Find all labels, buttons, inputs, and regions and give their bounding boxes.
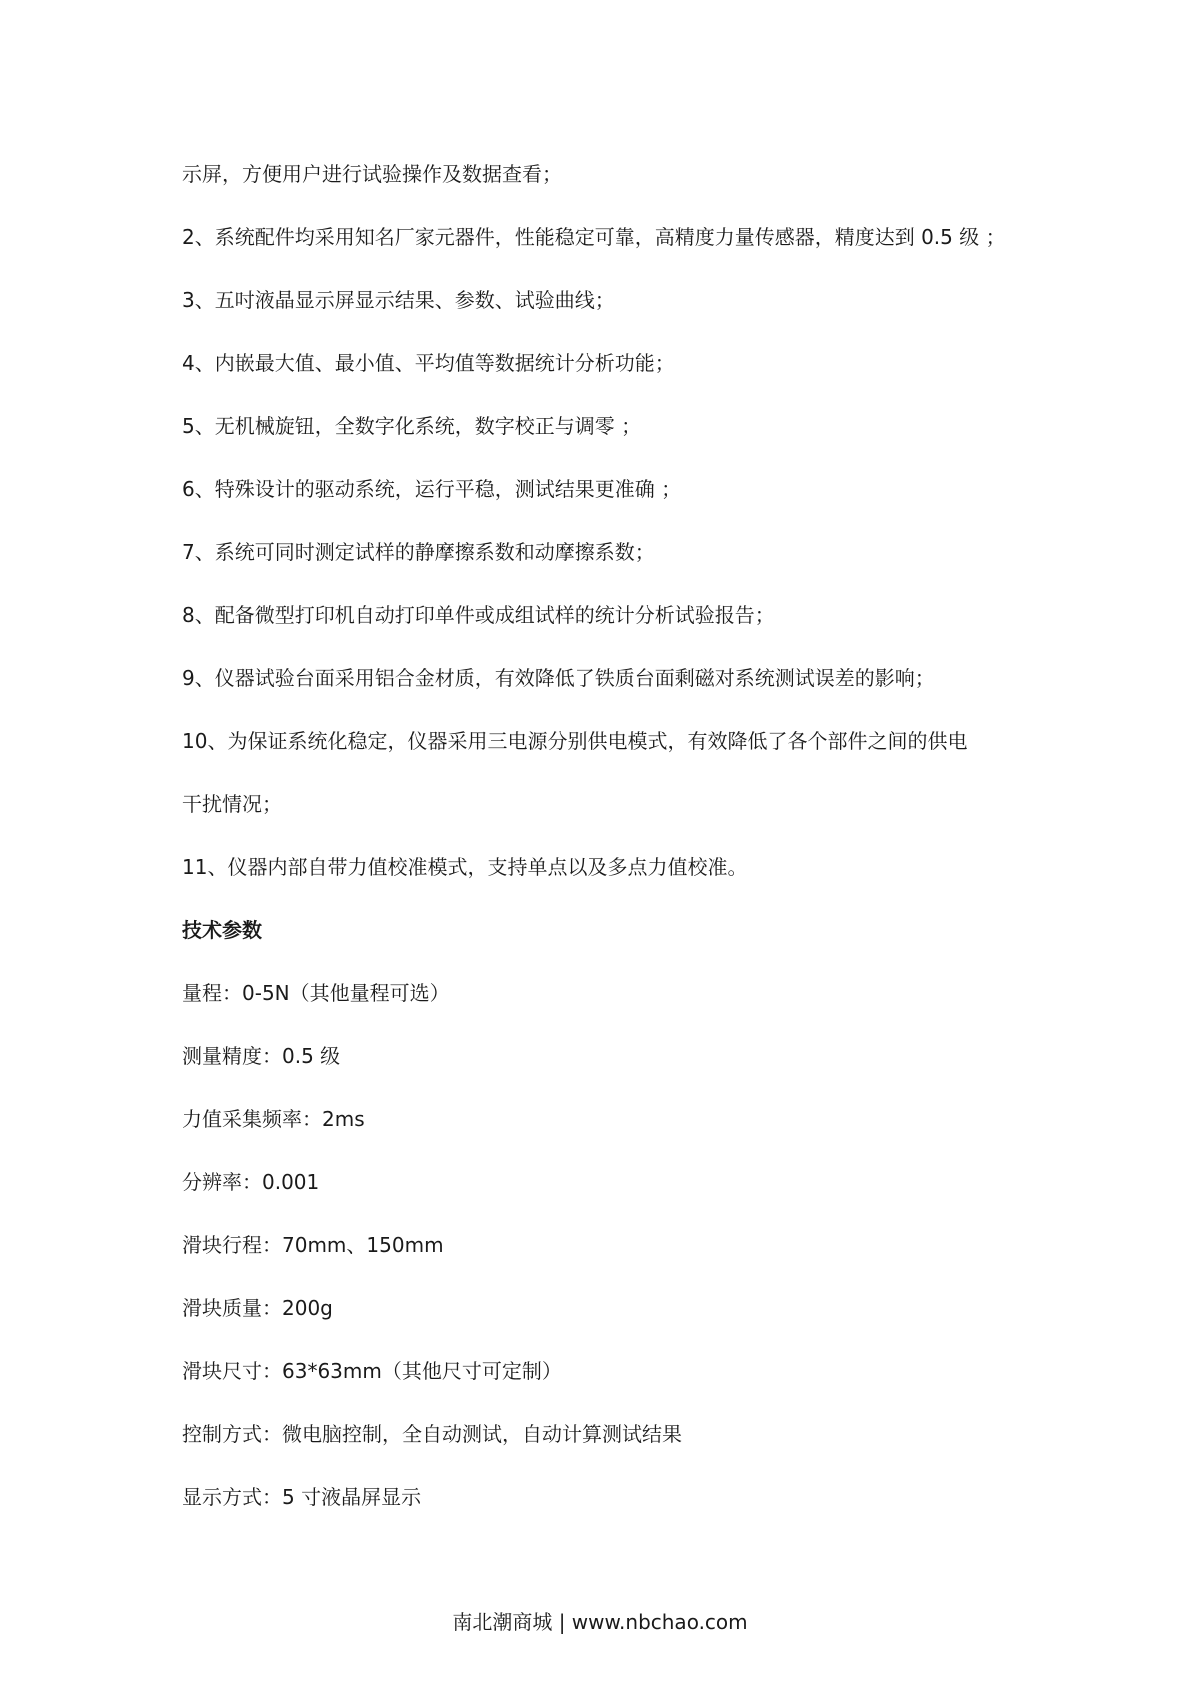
feature-line: 5、无机械旋钮，全数字化系统，数字校正与调零 ；: [182, 414, 642, 438]
feature-line: 3、五吋液晶显示屏显示结果、参数、试验曲线；: [182, 288, 615, 312]
feature-line: 10、为保证系统化稳定，仪器采用三电源分别供电模式，有效降低了各个部件之间的供电: [182, 729, 968, 753]
tech-param-line: 显示方式：5 寸液晶屏显示: [182, 1485, 422, 1509]
feature-line: 7、系统可同时测定试样的静摩擦系数和动摩擦系数；: [182, 540, 655, 564]
tech-param-line: 控制方式：微电脑控制，全自动测试，自动计算测试结果: [182, 1422, 682, 1446]
tech-param-line: 量程：0-5N（其他量程可选）: [182, 981, 450, 1005]
page-footer: 南北潮商城 | www.nbchao.com: [452, 1610, 748, 1634]
feature-line: 9、仪器试验台面采用铝合金材质，有效降低了铁质台面剩磁对系统测试误差的影响；: [182, 666, 935, 690]
feature-line: 6、特殊设计的驱动系统，运行平稳，测试结果更准确 ；: [182, 477, 682, 501]
feature-line: 2、系统配件均采用知名厂家元器件，性能稳定可靠，高精度力量传感器，精度达到 0.5 级 ；: [182, 225, 1006, 249]
document-body: [182, 160, 1042, 1546]
tech-params-heading: 技术参数: [182, 918, 262, 942]
tech-param-line: 力值采集频率：2ms: [182, 1107, 365, 1131]
tech-param-line: 测量精度：0.5 级: [182, 1044, 341, 1068]
feature-line: 11、仪器内部自带力值校准模式，支持单点以及多点力值校准。: [182, 855, 748, 879]
feature-line: 4、内嵌最大值、最小值、平均值等数据统计分析功能；: [182, 351, 675, 375]
feature-line: 示屏，方便用户进行试验操作及数据查看；: [182, 162, 562, 186]
tech-param-line: 滑块尺寸：63*63mm（其他尺寸可定制）: [182, 1359, 562, 1383]
tech-param-line: 分辨率：0.001: [182, 1170, 320, 1194]
feature-line: 干扰情况；: [182, 792, 282, 816]
tech-param-line: 滑块行程：70mm、150mm: [182, 1233, 444, 1257]
feature-line: 8、配备微型打印机自动打印单件或成组试样的统计分析试验报告；: [182, 603, 775, 627]
tech-param-line: 滑块质量：200g: [182, 1296, 333, 1320]
